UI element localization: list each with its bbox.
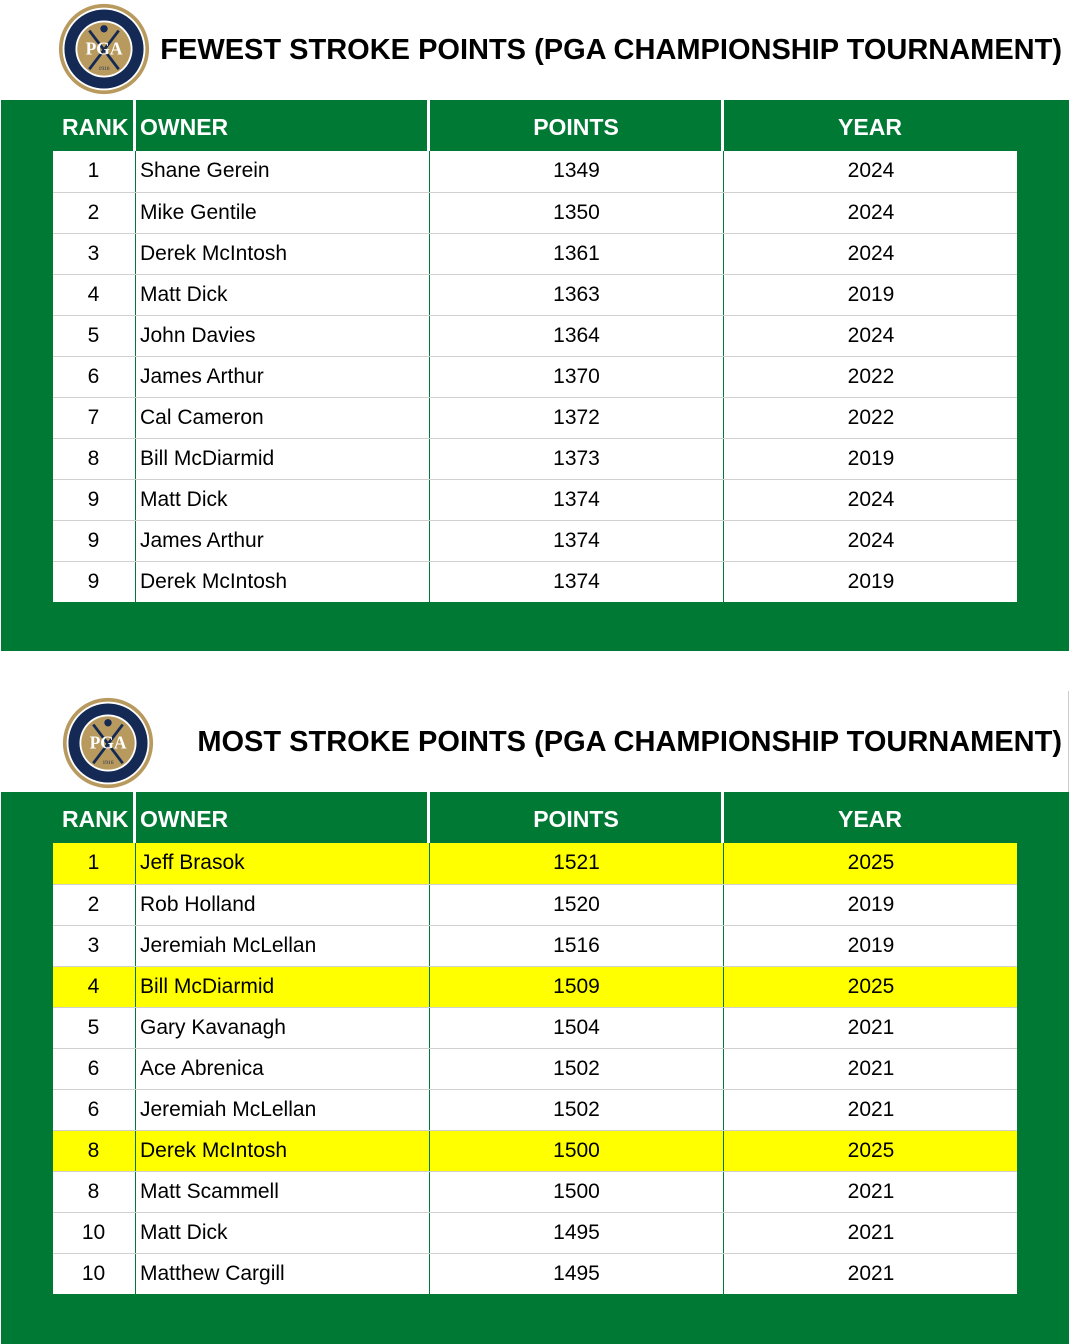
section-title: FEWEST STROKE POINTS (PGA CHAMPIONSHIP TOURNAMENT) [160, 34, 1062, 66]
cell-rank: 6 [87, 1098, 100, 1121]
cell-points: 1502 [429, 1049, 723, 1090]
cell-points: 1504 [429, 1008, 723, 1049]
cell-points: 1502 [429, 1090, 723, 1131]
cell-rank: 7 [87, 406, 100, 429]
cell-year: 2022 [723, 398, 1018, 439]
cell-points: 1370 [429, 357, 723, 398]
most-points-section [0, 651, 1069, 1344]
table-row [53, 1007, 1017, 1048]
table-row [53, 884, 1017, 925]
fewest-points-section [0, 0, 1069, 651]
cell-points: 1500 [429, 1131, 723, 1172]
cell-points: 1374 [429, 521, 723, 562]
cell-owner: Bill McDiarmid [135, 439, 430, 480]
cell-rank: 9 [87, 488, 100, 511]
cell-owner: Derek McIntosh [135, 562, 430, 603]
table-row [53, 438, 1017, 479]
cell-points: 1495 [429, 1254, 723, 1295]
col-header-year: YEAR [838, 114, 902, 140]
cell-owner: James Arthur [135, 521, 430, 562]
col-header-rank: RANK [62, 806, 129, 832]
cell-points: 1372 [429, 398, 723, 439]
section-title: MOST STROKE POINTS (PGA CHAMPIONSHIP TOURNAMENT) [197, 726, 1062, 758]
table-row [53, 192, 1017, 233]
cell-owner: John Davies [135, 316, 430, 357]
cell-rank: 4 [87, 283, 100, 306]
cell-points: 1521 [429, 843, 723, 884]
cell-year: 2021 [723, 1172, 1018, 1213]
table-row [53, 1212, 1017, 1253]
cell-year: 2021 [723, 1213, 1018, 1254]
cell-year: 2019 [723, 926, 1018, 967]
cell-year: 2021 [723, 1008, 1018, 1049]
cell-year: 2019 [723, 275, 1018, 316]
cell-rank: 5 [87, 324, 100, 347]
svg-text:1916: 1916 [102, 760, 114, 767]
cell-rank: 8 [87, 1180, 100, 1203]
svg-text:PGA: PGA [89, 732, 127, 753]
svg-text:PGA: PGA [85, 38, 123, 59]
cell-owner: Mike Gentile [135, 193, 430, 234]
cell-points: 1500 [429, 1172, 723, 1213]
table-row [53, 479, 1017, 520]
cell-points: 1516 [429, 926, 723, 967]
col-header-points: POINTS [533, 806, 619, 832]
cell-rank: 3 [87, 242, 100, 265]
cell-rank: 10 [81, 1221, 106, 1244]
cell-year: 2025 [723, 843, 1018, 884]
svg-text:1916: 1916 [98, 66, 110, 73]
cell-points: 1374 [429, 562, 723, 603]
cell-owner: Jeremiah McLellan [135, 926, 430, 967]
table-row [53, 520, 1017, 561]
cell-owner: Ace Abrenica [135, 1049, 430, 1090]
cell-year: 2021 [723, 1090, 1018, 1131]
table-row [53, 1089, 1017, 1130]
table-row [53, 1171, 1017, 1212]
pga-logo-icon [62, 697, 154, 789]
table-body [53, 151, 1017, 602]
cell-year: 2022 [723, 357, 1018, 398]
cell-year: 2024 [723, 151, 1018, 192]
table-row [53, 151, 1017, 192]
cell-points: 1363 [429, 275, 723, 316]
cell-rank: 8 [87, 447, 100, 470]
col-header-rank: RANK [62, 114, 129, 140]
pga-logo [62, 697, 154, 789]
table-row [53, 561, 1017, 602]
table-most [1, 792, 1069, 1344]
cell-owner: Matt Dick [135, 480, 430, 521]
cell-points: 1374 [429, 480, 723, 521]
col-header-year: YEAR [838, 806, 902, 832]
cell-owner: Jeremiah McLellan [135, 1090, 430, 1131]
table-row-highlighted [53, 1130, 1017, 1171]
cell-year: 2024 [723, 521, 1018, 562]
table-row [53, 233, 1017, 274]
table-row [53, 356, 1017, 397]
col-header-points: POINTS [533, 114, 619, 140]
cell-points: 1349 [429, 151, 723, 192]
cell-year: 2025 [723, 967, 1018, 1008]
table-fewest [1, 100, 1069, 651]
cell-points: 1350 [429, 193, 723, 234]
cell-owner: Matt Scammell [135, 1172, 430, 1213]
cell-rank: 9 [87, 529, 100, 552]
cell-owner: Jeff Brasok [135, 843, 430, 884]
cell-year: 2024 [723, 234, 1018, 275]
cell-points: 1364 [429, 316, 723, 357]
table-row [53, 315, 1017, 356]
cell-points: 1361 [429, 234, 723, 275]
cell-owner: Derek McIntosh [135, 1131, 430, 1172]
cell-points: 1520 [429, 885, 723, 926]
cell-year: 2021 [723, 1254, 1018, 1295]
cell-owner: Bill McDiarmid [135, 967, 430, 1008]
table-row-highlighted [53, 966, 1017, 1007]
table-body [53, 843, 1017, 1294]
cell-rank: 5 [87, 1016, 100, 1039]
pga-logo-icon [58, 3, 150, 95]
table-row [53, 274, 1017, 315]
cell-owner: James Arthur [135, 357, 430, 398]
cell-rank: 8 [87, 1139, 100, 1162]
table-row [53, 1048, 1017, 1089]
table-row [53, 397, 1017, 438]
cell-rank: 1 [87, 851, 100, 874]
cell-year: 2024 [723, 316, 1018, 357]
cell-rank: 3 [87, 934, 100, 957]
cell-rank: 6 [87, 365, 100, 388]
header-divider [133, 792, 136, 843]
cell-owner: Cal Cameron [135, 398, 430, 439]
table-row-highlighted [53, 843, 1017, 884]
cell-rank: 2 [87, 893, 100, 916]
cell-owner: Derek McIntosh [135, 234, 430, 275]
cell-owner: Matthew Cargill [135, 1254, 430, 1295]
cell-year: 2019 [723, 885, 1018, 926]
header-divider [133, 100, 136, 151]
pga-logo [58, 3, 150, 95]
cell-year: 2025 [723, 1131, 1018, 1172]
cell-rank: 6 [87, 1057, 100, 1080]
cell-rank: 4 [87, 975, 100, 998]
cell-points: 1495 [429, 1213, 723, 1254]
cell-year: 2019 [723, 439, 1018, 480]
table-row [53, 925, 1017, 966]
cell-rank: 9 [87, 570, 100, 593]
cell-year: 2019 [723, 562, 1018, 603]
cell-year: 2024 [723, 193, 1018, 234]
col-header-owner: OWNER [140, 806, 229, 832]
cell-owner: Gary Kavanagh [135, 1008, 430, 1049]
cell-owner: Matt Dick [135, 275, 430, 316]
cell-points: 1509 [429, 967, 723, 1008]
cell-year: 2024 [723, 480, 1018, 521]
cell-rank: 2 [87, 201, 100, 224]
cell-points: 1373 [429, 439, 723, 480]
cell-year: 2021 [723, 1049, 1018, 1090]
col-header-owner: OWNER [140, 114, 229, 140]
cell-owner: Rob Holland [135, 885, 430, 926]
cell-rank: 10 [81, 1262, 106, 1285]
table-row [53, 1253, 1017, 1294]
cell-rank: 1 [87, 159, 100, 182]
cell-owner: Matt Dick [135, 1213, 430, 1254]
cell-owner: Shane Gerein [135, 151, 430, 192]
